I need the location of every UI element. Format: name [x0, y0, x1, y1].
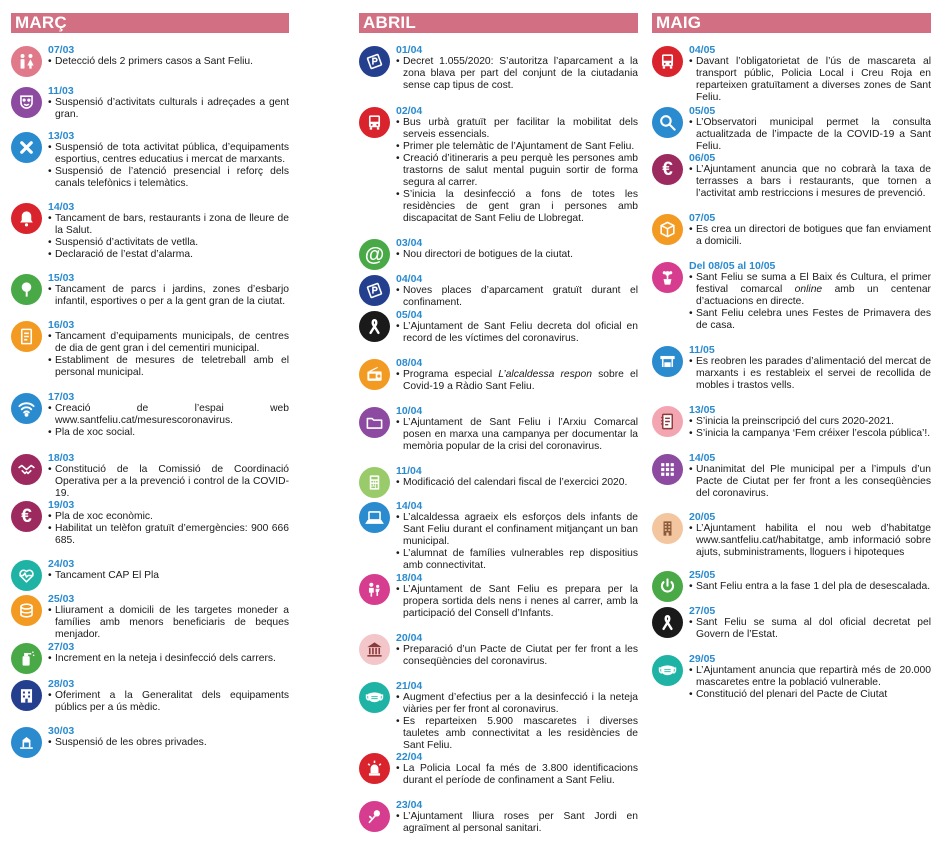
bus-icon [359, 107, 390, 138]
entry-date: 13/05 [689, 404, 716, 416]
entry-item: • Sant Feliu entra a la fase 1 del pla de desescalada. [689, 581, 931, 593]
entry-item: • Noves places d’aparcament gratuït durant el confinament. [396, 285, 638, 309]
entry-item: • Sant Feliu se suma al dol oficial decretat pel Govern de l’Estat. [689, 617, 931, 641]
entry-item: • Unanimitat del Ple municipal per a l’impuls d’un Pacte de Ciutat per fer front a les conseqüències del coronavirus. [689, 464, 931, 500]
entry-date: 05/04 [396, 309, 423, 321]
alarm-bell-icon [11, 203, 42, 234]
tree-icon [11, 274, 42, 305]
cross-icon [11, 132, 42, 163]
entry-item: • L’alumnat de famílies vulnerables rep dispositius amb connectivitat. [396, 548, 638, 572]
entry-date: 23/04 [396, 799, 423, 811]
entry-date: 08/04 [396, 357, 423, 369]
entry-date: 22/04 [396, 751, 423, 763]
entry-date: 11/04 [396, 465, 422, 477]
entry-item: • Es crea un directori de botigues que fan enviament a domicili. [689, 224, 931, 248]
coins-icon [11, 595, 42, 626]
handshake-icon [11, 454, 42, 485]
entry-item: • Tancament CAP El Pla [48, 570, 289, 582]
entry-item: • Davant l’obligatorietat de l’ús de mascareta al transport públic, Policia Local i Creu Roja en reparteixen gratuïtament a diverses zones de Sant Feliu. [689, 56, 931, 104]
euro-icon: € [652, 154, 683, 185]
entry-date: 07/05 [689, 212, 716, 224]
face-mask-icon [652, 655, 683, 686]
apartment-icon [652, 513, 683, 544]
children-icon [359, 574, 390, 605]
entry-date: 28/03 [48, 678, 75, 690]
entry-date: 03/04 [396, 237, 423, 249]
police-siren-icon [359, 753, 390, 784]
rose-icon [359, 801, 390, 832]
parking-ticket-icon [359, 275, 390, 306]
entry-date: 10/04 [396, 405, 423, 417]
document-icon [11, 321, 42, 352]
euro-icon: € [11, 501, 42, 532]
entry-item: • Primer ple telemàtic de l’Ajuntament de Sant Feliu. [396, 141, 638, 153]
entry-item: • Modificació del calendari fiscal de l’exercici 2020. [396, 477, 638, 489]
entry-date: 16/03 [48, 319, 75, 331]
magnifier-icon [652, 107, 683, 138]
entry-item: • Suspensió de tota activitat pública, d’equipaments esportius, centres educatius i mercat de marxants. [48, 142, 289, 166]
theater-masks-icon [11, 87, 42, 118]
entry-item: • Es reparteixen 5.900 mascaretes i diverses tauletes amb connectivitat a les residències de Sant Feliu. [396, 716, 638, 752]
column-marc [11, 13, 289, 793]
spray-icon [11, 643, 42, 674]
entry-item: • Declaració de l’estat d’alarma. [48, 249, 289, 261]
entry-item: • L’Ajuntament lliura roses per Sant Jordi en agraïment al personal sanitari. [396, 811, 638, 835]
power-icon [652, 571, 683, 602]
entry-date: 18/04 [396, 572, 423, 584]
online-emphasis: online [794, 284, 823, 295]
entry-date: 29/05 [689, 653, 716, 665]
at-sign-icon: @ [359, 239, 390, 270]
entry-item: • Sant Feliu se suma a El Baix és Cultura, el primer festival comarcal online amb un centenar d’actuacions en directe. [689, 272, 931, 308]
entry-item: • S’inicia la preinscripció del curs 2020-2021. [689, 416, 931, 428]
entry-item: • L’Observatori municipal permet la consulta actualitzada de l’impacte de la COVID-19 a Sant Feliu. [689, 117, 931, 153]
entry-item: • L’Ajuntament anuncia que repartirà més de 20.000 mascaretes entre la població vulnerable. [689, 665, 931, 689]
month-header-maig: MAIG [652, 13, 931, 33]
entry-item: • Tancament de parcs i jardins, zones d’esbarjo infantil, esportives o per a la gent gran de la ciutat. [48, 284, 289, 308]
entry-item: • Pla de xoc econòmic. [48, 511, 289, 523]
entry-date: 27/05 [689, 605, 716, 617]
entry-item: • Preparació d’un Pacte de Ciutat per fer front a les conseqüències del coronavirus. [396, 644, 638, 668]
month-header-abril: ABRIL [359, 13, 638, 33]
entry-item: • Increment en la neteja i desinfecció dels carrers. [48, 653, 289, 665]
entry-item: • L’alcaldessa agraeix els esforços dels infants de Sant Feliu durant el confinament mitjançant un ban municipal. [396, 512, 638, 548]
entry-date: 17/03 [48, 391, 75, 403]
entry-date: 11/05 [689, 344, 715, 356]
entry-item: • L’Ajuntament de Sant Feliu es prepara per la propera sortida dels nens i nenes al carrer, amb la participació del Consell d’Infants. [396, 584, 638, 620]
entry-item: • Lliurament a domicili de les targetes moneder a famílies amb menors beneficiaris de beques menjador. [48, 605, 289, 641]
entry-item: • Constitució de la Comissió de Coordinació Operativa per a la prevenció i control de la COVID-19. [48, 464, 289, 500]
entry-date: 02/04 [396, 105, 423, 117]
radio-icon [359, 359, 390, 390]
heart-pulse-icon [11, 560, 42, 591]
entry-item: • L’Ajuntament de Sant Feliu i l’Arxiu Comarcal posen en marxa una campanya per documentar la memòria popular de la crisi del coronavirus. [396, 417, 638, 453]
entry-date: 04/04 [396, 273, 423, 285]
flower-pot-icon [652, 262, 683, 293]
bus-icon [652, 46, 683, 77]
entry-date: 18/03 [48, 452, 75, 464]
construction-icon [11, 727, 42, 758]
entry-date: 15/03 [48, 272, 75, 284]
city-hall-icon [359, 634, 390, 665]
entry-item: • Oferiment a la Generalitat dels equipaments públics per a ús mèdic. [48, 690, 289, 714]
entry-date: 13/03 [48, 130, 75, 142]
entry-item: • L’Ajuntament habilita el nou web d’habitatge www.santfeliu.cat/habitatge, amb informació sobre ajuts, subministraments, lloguers i hipoteques [689, 523, 931, 559]
entry-item: • L’Ajuntament anuncia que no cobrarà la taxa de terrasses a bars i restaurants, que tornen a l’activitat amb restriccions i mesures de prevenció. [689, 164, 931, 200]
entry-date: 30/03 [48, 725, 75, 737]
notebook-icon [652, 406, 683, 437]
column-maig [652, 13, 931, 713]
entry-date: 07/03 [48, 44, 75, 56]
program-title: L’alcaldessa respon [498, 369, 592, 380]
entry-item: • Establiment de mesures de teletreball amb el personal municipal. [48, 355, 289, 379]
entry-item: • Es reobren les parades d’alimentació del mercat de marxants i es restableix el servei de recollida de mobles i trastos vells. [689, 356, 931, 392]
people-icon [11, 46, 42, 77]
month-header-marc: MARÇ [11, 13, 289, 33]
entry-item: • Suspensió de les obres privades. [48, 737, 289, 749]
entry-date: 27/03 [48, 641, 75, 653]
parking-ticket-icon [359, 46, 390, 77]
entry-date: 14/04 [396, 500, 423, 512]
entry-item: • Decret 1.055/2020: S’autoritza l’aparcament a la zona blava per part del conjunt de la ciutadania sense cap tipus de cost. [396, 56, 638, 92]
mourning-ribbon-icon [652, 607, 683, 638]
entry-item: • Suspensió de l’atenció presencial i reforç dels canals telefònics i telemàtics. [48, 166, 289, 190]
entry-date: 14/03 [48, 201, 75, 213]
wifi-icon [11, 393, 42, 424]
market-stall-icon [652, 346, 683, 377]
entry-date: Del 08/05 al 10/05 [689, 260, 776, 272]
entry-item: • Tancament d’equipaments municipals, de centres de dia de gent gran i del cementiri municipal. [48, 331, 289, 355]
entry-item: • Sant Feliu celebra unes Festes de Primavera des de casa. [689, 308, 931, 332]
entry-date: 20/04 [396, 632, 423, 644]
calculator-icon [359, 467, 390, 498]
entry-date: 01/04 [396, 44, 423, 56]
entry-item: • Constitució del plenari del Pacte de Ciutat [689, 689, 931, 701]
entry-date: 25/05 [689, 569, 716, 581]
entry-item: • Pla de xoc social. [48, 427, 289, 439]
mourning-ribbon-icon [359, 311, 390, 342]
building-icon [11, 680, 42, 711]
entry-date: 19/03 [48, 499, 75, 511]
entry-item: • Nou directori de botigues de la ciutat. [396, 249, 638, 261]
entry-item: • Augment d’efectius per a la desinfecció i la neteja viàries per fer front al coronavirus. [396, 692, 638, 716]
entry-item: • S’inicia la campanya ‘Fem créixer l’escola pública’!. [689, 428, 931, 440]
entry-item: • Detecció dels 2 primers casos a Sant Feliu. [48, 56, 289, 68]
entry-item: • Programa especial L’alcaldessa respon sobre el Covid-19 a Ràdio Sant Feliu. [396, 369, 638, 393]
entry-date: 14/05 [689, 452, 716, 464]
entry-date: 04/05 [689, 44, 716, 56]
laptop-icon [359, 502, 390, 533]
column-abril [359, 13, 638, 838]
package-icon [652, 214, 683, 245]
entry-item: • Suspensió d’activitats culturals i adreçades a gent gran. [48, 97, 289, 121]
folder-icon [359, 407, 390, 438]
entry-date: 05/05 [689, 105, 716, 117]
entry-date: 20/05 [689, 511, 716, 523]
entry-date: 24/03 [48, 558, 75, 570]
entry-item: • Creació de l’espai web www.santfeliu.cat/mesurescoronavirus. [48, 403, 289, 427]
entry-date: 06/05 [689, 152, 716, 164]
entry-item: • Tancament de bars, restaurants i zona de lleure de la Salut. [48, 213, 289, 237]
entry-date: 11/03 [48, 85, 74, 97]
entry-item: • L’Ajuntament de Sant Feliu decreta dol oficial en record de les víctimes del coronavirus. [396, 321, 638, 345]
entry-date: 25/03 [48, 593, 75, 605]
entry-item: • La Policia Local fa més de 3.800 identificacions durant el període de confinament a Sant Feliu. [396, 763, 638, 787]
grid-icon [652, 454, 683, 485]
entry-item: • Bus urbà gratuït per facilitar la mobilitat dels serveis essencials. [396, 117, 638, 141]
entry-date: 21/04 [396, 680, 423, 692]
entry-item: • Habilitat un telèfon gratuït d’emergències: 900 666 685. [48, 523, 289, 547]
entry-item: • Creació d’itineraris a peu perquè les persones amb trastorns de salut mental puguin sortir de forma segura al carrer. [396, 153, 638, 189]
face-mask-icon [359, 682, 390, 713]
entry-item: • Suspensió d’activitats de vetlla. [48, 237, 289, 249]
entry-item: • S’inicia la desinfecció a fons de totes les residències de gent gran i persones amb discapacitat de Sant Feliu de Llobregat. [396, 189, 638, 225]
